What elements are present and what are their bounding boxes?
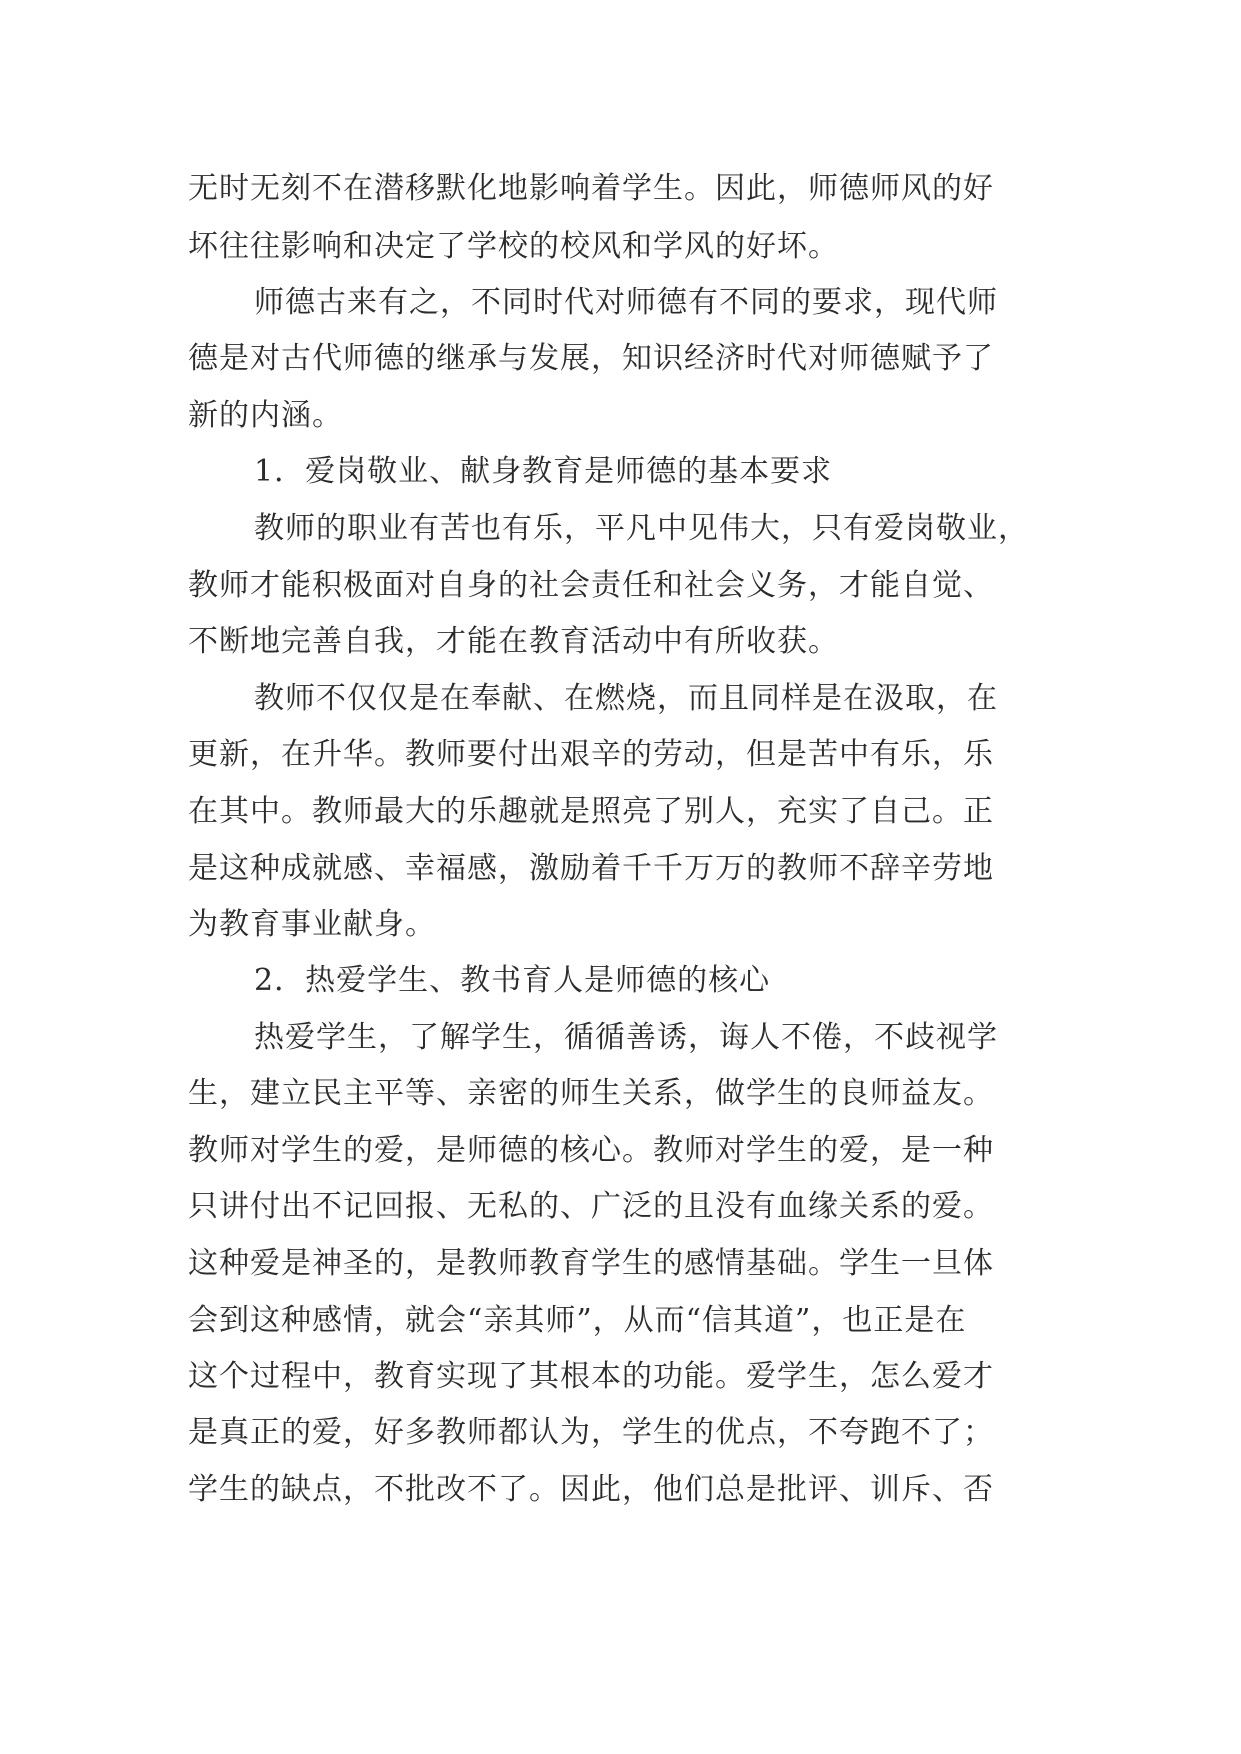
section-heading-1: 1．爱岗敬业、献身教育是师德的基本要求 <box>254 454 833 489</box>
text-line: 是这种成就感、幸福感，激励着千千万万的教师不辞辛劳地 <box>188 851 994 886</box>
text-line: 只讲付出不记回报、无私的、广泛的且没有血缘关系的爱。 <box>188 1189 994 1224</box>
text-line: 这个过程中，教育实现了其根本的功能。爱学生，怎么爱才 <box>188 1359 994 1394</box>
text-line: 生，建立民主平等、亲密的师生关系，做学生的良师益友。 <box>188 1076 994 1111</box>
text-line: 在其中。教师最大的乐趣就是照亮了别人，充实了自己。正 <box>188 794 994 829</box>
text-line: 新的内涵。 <box>188 398 343 433</box>
text-line: 教师才能积极面对自身的社会责任和社会义务，才能自觉、 <box>188 568 994 603</box>
paragraph-first-line: 教师不仅仅是在奉献、在燃烧，而且同样是在汲取，在 <box>254 681 998 716</box>
text-line: 为教育事业献身。 <box>188 907 436 942</box>
text-line: 会到这种感情，就会“亲其师”，从而“信其道”，也正是在 <box>188 1303 967 1338</box>
section-heading-2: 2．热爱学生、教书育人是师德的核心 <box>254 963 771 998</box>
paragraph-first-line: 师德古来有之，不同时代对师德有不同的要求，现代师 <box>254 285 998 320</box>
text-line: 无时无刻不在潜移默化地影响着学生。因此，师德师风的好 <box>188 171 994 206</box>
text-line: 学生的缺点，不批改不了。因此，他们总是批评、训斥、否 <box>188 1472 994 1507</box>
paragraph-first-line: 教师的职业有苦也有乐，平凡中见伟大，只有爱岗敬业， <box>254 511 1029 546</box>
text-line: 不断地完善自我，才能在教育活动中有所收获。 <box>188 624 839 659</box>
text-line: 坏往往影响和决定了学校的校风和学风的好坏。 <box>188 229 839 264</box>
text-line: 教师对学生的爱，是师德的核心。教师对学生的爱，是一种 <box>188 1133 994 1168</box>
text-line: 是真正的爱，好多教师都认为，学生的优点，不夸跑不了； <box>188 1415 994 1450</box>
text-line: 这种爱是神圣的，是教师教育学生的感情基础。学生一旦体 <box>188 1246 994 1281</box>
paragraph-first-line: 热爱学生，了解学生，循循善诱，诲人不倦，不歧视学 <box>254 1020 998 1055</box>
text-line: 德是对古代师德的继承与发展，知识经济时代对师德赋予了 <box>188 341 994 376</box>
text-line: 更新，在升华。教师要付出艰辛的劳动，但是苦中有乐，乐 <box>188 737 994 772</box>
